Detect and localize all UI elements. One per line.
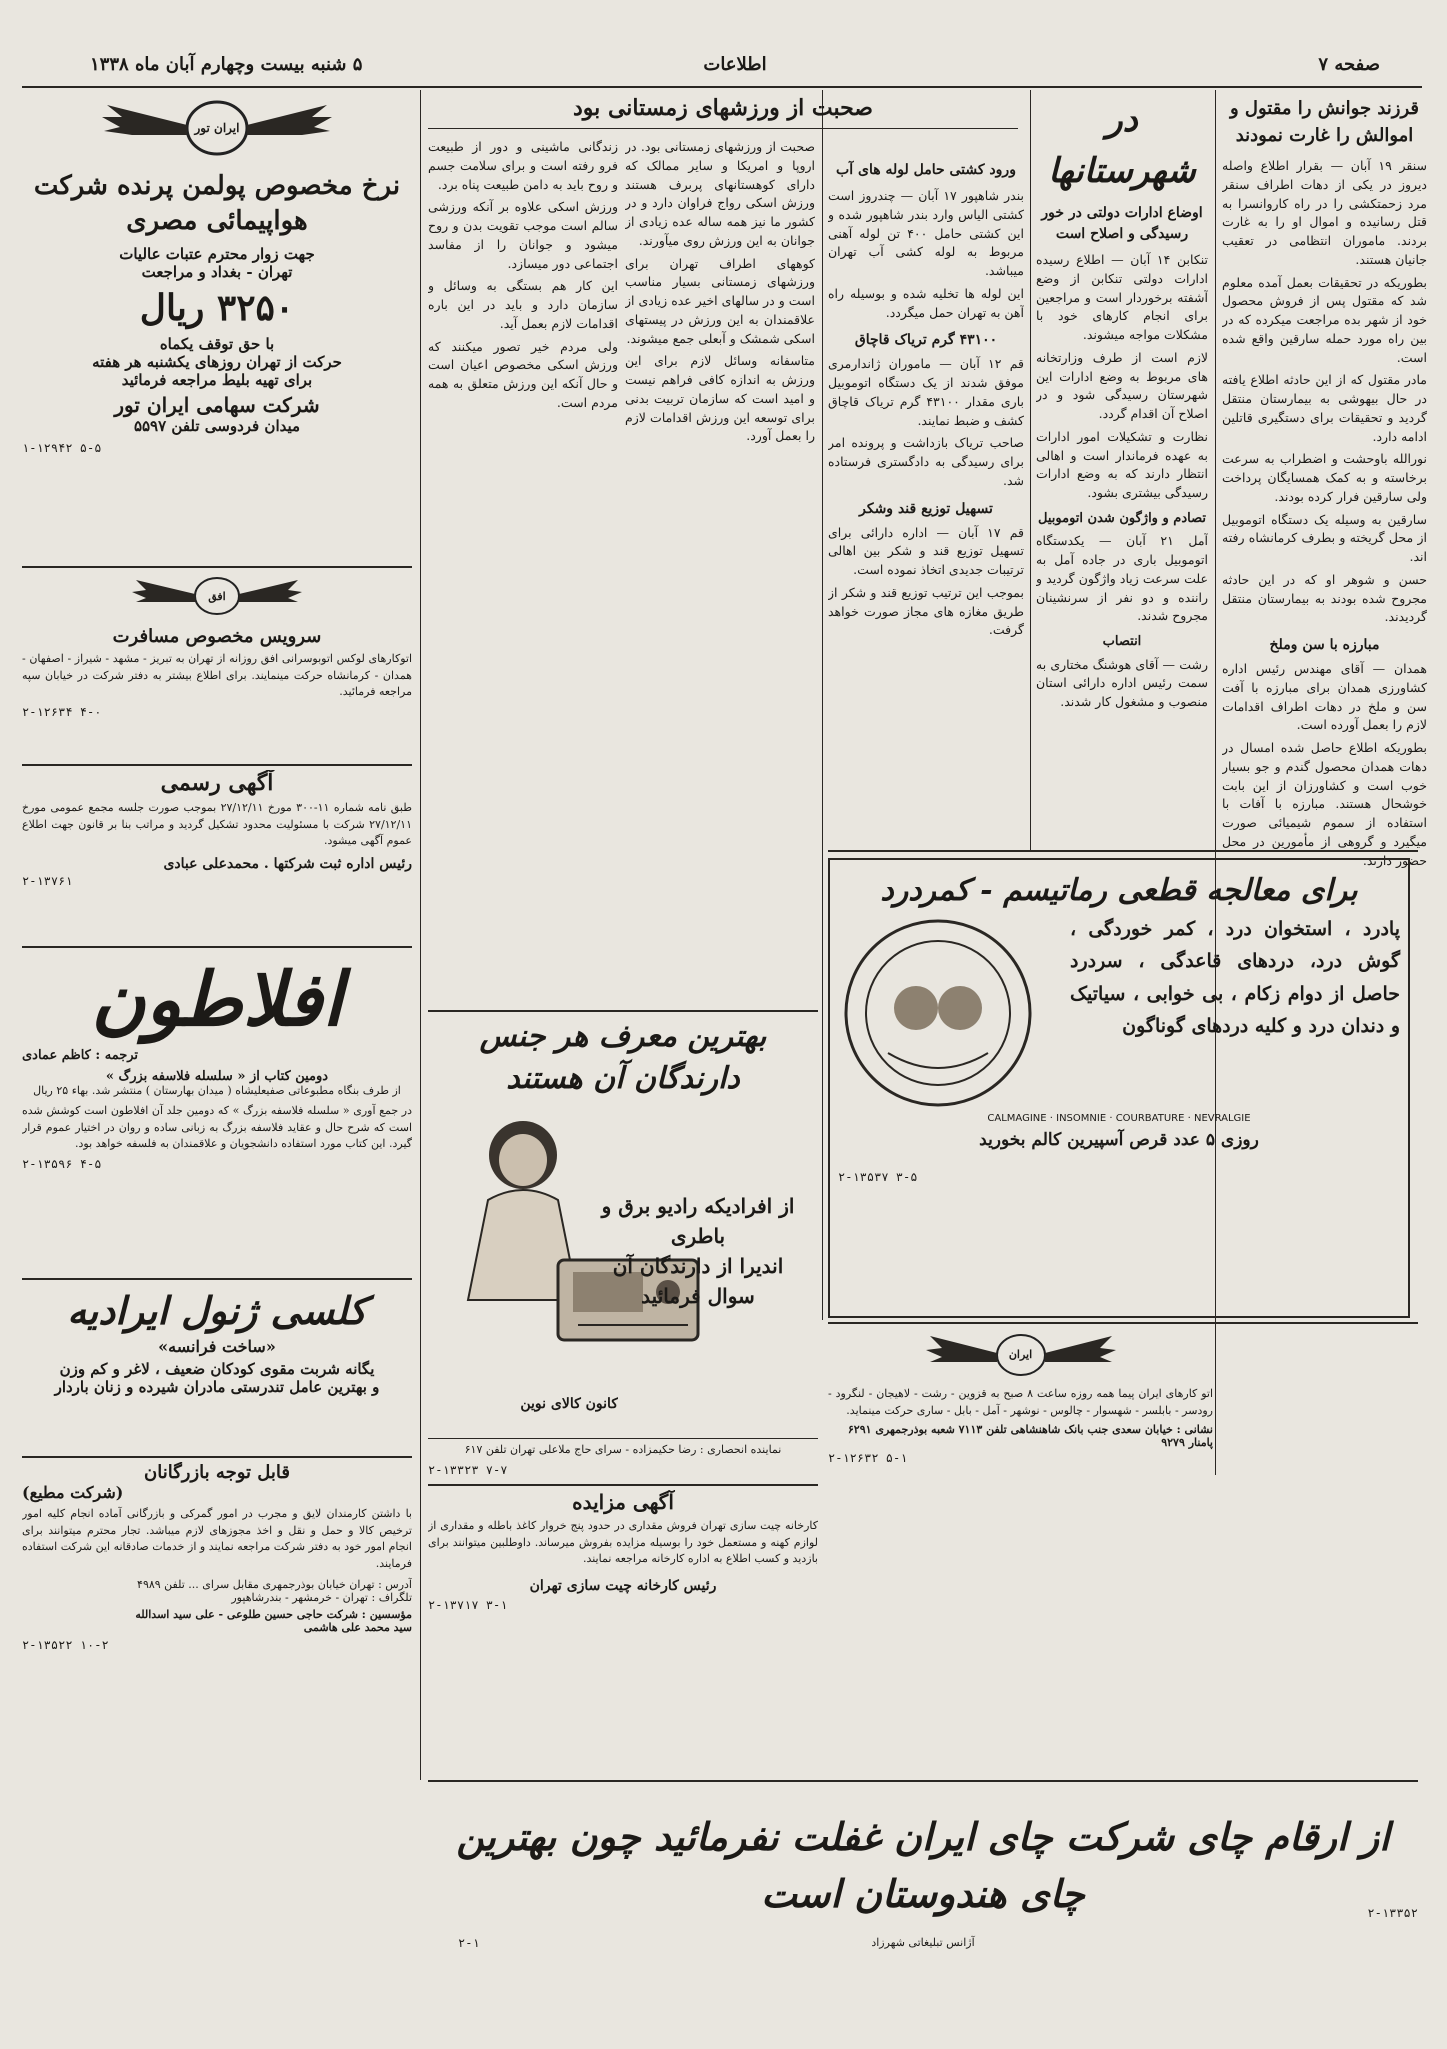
ad-text: اتوکارهای لوکس اتوبوسرانی افق روزانه از تهران به تبریز - مشهد - شیراز - اصفهان - همدان - کرمانشاه حرکت مینمایند. برای اطلاع بیشتر به دفتر شرکت در خیابان سپه مراجعه فرمائید. (22, 652, 412, 698)
ad-iran-peyma (828, 1328, 1213, 1528)
ad-line: دومین کتاب از « سلسله فلاسفه بزرگ » (105, 1069, 329, 1085)
ad-rule (828, 850, 1418, 852)
ad-code: ۲-۱۳۷۱۷ ۳-۱ (428, 1597, 508, 1612)
paragraph: بموجب این ترتیب توزیع قند و شکر از طریق مغازه های مجاز صورت خواهد گرفت. (828, 584, 1024, 638)
ad-rule (22, 1278, 412, 1280)
ad-line: و بهترین عامل تندرستی مادران شیرده و زنان باردار (54, 1378, 380, 1397)
paragraph: رشت — آقای هوشنگ مختاری به سمت رئیس اداره دارائی استان منصوب و مشغول کار شدند. (1036, 656, 1208, 709)
ad-line: حرکت از تهران روزهای یکشنبه هر هفته (92, 353, 342, 372)
paragraph: نظارت و تشکیلات امور ادارات به عهده فرماندار است و اهالی انتظار دارند که به وضع ادارات رسیدگی بیشتری بشود. (1036, 428, 1208, 500)
ad-text-block (588, 1191, 808, 1311)
subheading: انتصاب (1102, 634, 1142, 649)
ad-line: سوال فرمائید (641, 1284, 755, 1308)
ad-text: با داشتن کارمندان لایق و مجرب در امور گمرکی و بازرگانی آماده انجام کلیه امور ترخیص کالا و حمل و نقل و اخذ مجوزهای لازم میباشد. تجار محترم میتوانند برای انجام امور خود به دفتر شرکت مراجعه نمایند و از خدمات صادقانه این شرکت استفاده فرمایند. (22, 1507, 412, 1570)
ad-title: سرویس مخصوص مسافرت (112, 626, 322, 647)
ad-code: ۲-۱۳۵۲۲ ۱۰-۲ (22, 1638, 109, 1652)
ad-code: ۲-۱ (458, 1936, 480, 1950)
company-name: (شرکت مطیع) (22, 1483, 124, 1502)
paragraph: این کار هم بستگی به وسائل و سازمان دارد و باید در این باره اقدامات لازم بعمل آید. (428, 278, 618, 331)
paragraph: آمل ۲۱ آبان — یکدستگاه اتوموبیل باری در جاده آمل به علت سرعت زیاد واژگون گردید و راننده و دو نفر از سرنشینان مجروح شدند. (1036, 533, 1208, 624)
paragraph: ورزش اسکی علاوه بر آنکه ورزشی سالم است موجب تقویت بدن و روح میشود و جوانان را از مفاسد اجتماعی دور میسازد. (428, 199, 618, 271)
ad-rule (428, 1484, 818, 1486)
ad-title: کلسی ژنول ایرادیه (67, 1288, 367, 1333)
paper-name: اطلاعات (703, 54, 767, 75)
ad-rule (428, 1780, 1418, 1782)
signature: رئیس کارخانه چیت سازی تهران (529, 1577, 717, 1594)
ad-rule (428, 1438, 818, 1439)
ad-text: پادرد ، استخوان درد ، کمر خوردگی ، گوش درد، دردهای قاعدگی ، سردرد حاصل از دوام زکام ، بی خوابی ، سیاتیک و دندان درد و کلیه دردهای گوناگون (1070, 918, 1400, 1037)
ad-line: با حق توقف یکماه (159, 335, 275, 354)
subheading: ۴۳۱۰۰ گرم تریاک قاچاق (854, 332, 998, 349)
paragraph: زندگانی ماشینی و دور از طبیعت فرو رفته است و برای سلامت جسم و روح باید به دامن طبیعت پناه برد. (428, 139, 618, 192)
ad-text: اتو کارهای ایران پیما همه روزه ساعت ۸ صبح به قزوین - رشت - لاهیجان - لنگرود - رودسر - بابلسر - شهسوار - چالوس - نوشهر - آمل - بابل - ساری حرکت مینماید. (828, 1387, 1213, 1417)
ad-code: ۲-۱۳۳۲۳ ۷-۷ (428, 1463, 508, 1477)
ad-line: از طرف بنگاه مطبوعاتی صفیعلیشاه ( میدان بهارستان ) منتشر شد. بهاء ۲۵ ریال (33, 1084, 401, 1098)
logo-text: افق (208, 590, 226, 603)
section-title: در شهرستانها (1048, 100, 1196, 191)
paragraph: این لوله ها تخلیه شده و بوسیله راه آهن به تهران حمل میگردد. (828, 285, 1024, 320)
ad-rule (22, 1456, 412, 1458)
page-number: صفحه ۷ (1318, 54, 1380, 75)
subheading: تسهیل توزیع قند وشکر (859, 500, 993, 517)
ad-line: اندیرا از دارندگان آن (612, 1254, 784, 1278)
ad-book (22, 952, 412, 1277)
brand: کانون کالای نوین (520, 1396, 618, 1412)
agency: آژانس تبلیغاتی شهرزاد (871, 1936, 975, 1949)
paragraph: صاحب تریاک بازداشت و پرونده امر برای رسیدگی به دادگستری فرستاده شد. (828, 435, 1024, 488)
paragraph: بطوریکه در تحقیقات بعمل آمده معلوم شد که مقتول پس از فروش محصول خود از شهر بده مراجعت میکرده که در بین راه مورد حمله سارقین واقع شده است. (1222, 274, 1427, 365)
ad-sub: «ساخت فرانسه» (158, 1337, 276, 1357)
telegraph: تلگراف : تهران - خرمشهر - بندرشاهپور (231, 1591, 412, 1604)
ad-code: ۱-۱۲۹۴۲ ۵-۵ (22, 441, 102, 456)
ad-text: در جمع آوری « سلسله فلاسفه بزرگ » که دومین جلد آن افلاطون است کوشش شده است که شرح حال و عقاید فلاسفه بزرگ به زبانی ساده و روان در اختیار عموم قرار گیرد. این کتاب مورد استفاده دانشجویان و علاقمندان به فلسفه خواهد بود. (22, 1104, 412, 1151)
subheading: اوضاع ادارات دولتی در خور رسیدگی و اصلاح است (1041, 205, 1203, 242)
ad-rheumatism (828, 858, 1410, 1318)
founders: سید محمد علی هاشمی (303, 1621, 412, 1634)
ad-title: برای معالجه قطعی رماتیسم - کمردرد (880, 873, 1358, 908)
price: ۳۲۵۰ ریال (139, 287, 295, 330)
paragraph: تنکابن ۱۴ آبان — اطلاع رسیده ادارات دولتی تنکابن از وضع آشفته برخوردار است و مراجعین برای انجام کارهای خود با مشکلات مواجه میشوند. (1036, 252, 1208, 342)
paragraph: حسن و شوهر او که در این حادثه مجروح شده بودند به بیمارستان منتقل گردیدند. (1222, 571, 1427, 625)
ad-line: یگانه شربت مقوی کودکان ضعیف ، لاغر و کم وزن (59, 1360, 375, 1379)
column-rule (822, 90, 823, 1320)
paragraph: لازم است از طرف وزارتخانه های مربوط به وضع ادارات این شهرستان رسیدگی شود و در اصلاح آن اقدام گردد. (1036, 349, 1208, 421)
ad-line: برای تهیه بلیط مراجعه فرمائید (121, 371, 313, 390)
sports-column-left (428, 138, 618, 998)
address: نشانی : خیابان سعدی جنب بانک شاهنشاهی تلفن ۷۱۱۳ شعبه بوذرجمهری ۶۲۹۱ پامنار ۹۲۷۹ (847, 1423, 1213, 1449)
headline: قرزند جوانش را مقتول و اموالش را غارت نمودند (1229, 98, 1420, 146)
paragraph: ولی مردم خیر تصور میکنند که ورزش اسکی مخصوص اعیان است و حال آنکه این ورزش متعلق به همه مردم است. (428, 338, 618, 410)
ad-auction (428, 1490, 818, 1772)
signature: رئیس اداره ثبت شرکتها . محمدعلی عبادی (163, 855, 412, 872)
ad-title: بهترین معرف هر جنس دارندگان آن هستند (479, 1019, 767, 1096)
paragraph: نورالله باوحشت و اضطراب به سرعت برخاسته و به کمک همسایگان پرداخت ولی سارقین فرار کرده بودند. (1222, 451, 1427, 504)
subheading: مبارزه با سن وملخ (1269, 637, 1380, 653)
ad-rule (22, 566, 412, 568)
ad-rule (22, 764, 412, 766)
ad-text: کارخانه چیت سازی تهران فروش مقداری در حدود پنج خروار کاغذ باطله و مقداری از لوازم کهنه و مستعمل خود را بوسیله مزایده بفروش میرساند. داوطلبین میتوانند برای بازدید و کسب اطلاع به اداره کارخانه مراجعه نمایند. (428, 1519, 818, 1565)
book-title: افلاطون (91, 957, 343, 1043)
agent-line: نماینده انحصاری : رضا حکیمزاده - سرای حاج ملاعلی تهران تلفن ۶۱۷ (464, 1443, 782, 1456)
ad-code: ۲-۱۳۳۵۲ (1367, 1906, 1418, 1920)
ad-code: ۲-۱۳۵۳۷ ۳-۵ (838, 1170, 918, 1184)
paragraph: قم ۱۷ آبان — اداره دارائی برای تسهیل توزیع قند و شکر بین اهالی ترتیبات جدیدی اتخاذ نموده است. (828, 524, 1024, 577)
ad-line: میدان فردوسی تلفن ۵۵۹۷ (133, 417, 301, 436)
issue-date: ۵ شنبه بیست وچهارم آبان ماه ۱۳۳۸ (90, 54, 363, 75)
ad-title: آگهی رسمی (160, 770, 274, 796)
paragraph: سارقین به وسیله یک دستگاه اتوموبیل از محل گریخته و بطرف کرمانشاه رفته اند. (1222, 511, 1427, 564)
column-rule (420, 90, 421, 1780)
ad-line: از افرادیکه رادیو برق و باطری (601, 1194, 795, 1248)
medal-seal-icon (838, 913, 1038, 1113)
sports-column-right (625, 138, 815, 998)
paragraph: سنقر ۱۹ آبان — بقرار اطلاع واصله ديروز در يكی از دهات اطراف سنقر مرد زحمتکشی را در راه كاروانسرا به قتل رسانیده و اموال او را به غارت بردند. ماموران انتظامی در تعقیب جانیان هستند. (1222, 158, 1427, 267)
paragraph: بطوریکه اطلاع حاصل شده امسال در دهات همدان محصول گندم و جو بسیار خوب است و کشاورزان از این بابت خوشحال هستند. مبارزه با آفات با استفاده از سموم شیمیائی صورت میگیرد و گروهی از مأمورین در محل حضور دارند. (1222, 740, 1427, 868)
ad-code: ۲-۱۲۶۳۴ ۴-۰ (22, 704, 102, 719)
paragraph: بندر شاهپور ۱۷ آبان — چندروز است کشتی الیاس وارد بندر شاهپور شده و این کشتی حامل ۴۰۰ تن لوله آهنی مربوط به لوله کشی آب تهران میباشد. (828, 188, 1024, 278)
translator: ترجمه : کاظم عمادی (22, 1048, 139, 1064)
page-header (90, 50, 1380, 84)
ad-line: جهت زوار محترم عتبات عالیات (119, 245, 315, 264)
dosage: روزی ۵ عدد قرص آسپیرین کالم بخورید (979, 1130, 1259, 1150)
ad-title: قابل توجه بازرگانان (144, 1462, 290, 1483)
ad-calcium (22, 1284, 412, 1454)
ad-text: طبق نامه شماره ۱۱-۳۰۰ مورخ ۲۷/۱۲/۱۱ بموجب صورت جلسه مجمع عمومی مورخ ۲۷/۱۲/۱۱ شرکت با مسئولیت محدود تشکیل گردید و مراتب بنا بر قانون جهت اطلاع عموم آگهی میشود. (22, 801, 412, 847)
paragraph: همدان — آقای مهندس رئیس اداره کشاورزی همدان برای مبارزه با آفت سن و ملخ در دهات اطراف اقدامات لازم را بعمل آورده است. (1222, 661, 1427, 733)
ad-title: نرخ مخصوص پولمن پرنده شرکت هواپیمائی مصری (33, 171, 401, 237)
subheading: تصادم و واژگون شدن اتوموبیل (1038, 510, 1206, 526)
address: آدرس : تهران خیابان بوذرجمهری مقابل سرای ... تلفن ۴۹۸۹ (137, 1578, 412, 1591)
ad-merchants (22, 1462, 412, 2002)
company-name: شرکت سهامی ایران تور (114, 393, 320, 418)
sports-article-header (428, 95, 1018, 129)
paragraph: متاسفانه وسائل لازم برای این ورزش به اندازه کافی فراهم نیست و امید است که سازمان تربیت بدنی برای توسعه این ورزش اقدامات لازم را بعمل آورد. (625, 353, 815, 444)
ad-rule (828, 1322, 1418, 1324)
header-rule (22, 86, 1422, 88)
ad-rule (22, 946, 412, 948)
paragraph: کوههای اطراف تهران برای ورزشهای زمستانی بسیار مناسب است و در سالهای اخیر عده زیادی از علاقمندان به این ورزش در پیستهای اسکی شمشک و آبعلی جمع میشوند. (625, 255, 815, 346)
founders: مؤسسین : شرکت حاجی حسین طلوعی - علی سید اسدالله (135, 1608, 412, 1621)
ad-title: از ارقام چای شرکت چای ایران غفلت نفرمائید چون بهترین چای هندوستان است (456, 1814, 1390, 1916)
paragraph: قم ۱۲ آبان — ماموران ژاندارمری موفق شدند از یک دستگاه اتوموبیل باری مقدار ۴۳۱۰۰ گرم تریاک قاچاق کشف و ضبط نمایند. (828, 356, 1024, 428)
ad-bus (22, 572, 412, 762)
paragraph: مادر مقتول که از این حادثه اطلاع یافته در حال بیهوشی به بیمارستان منتقل گردید و تحقیقات برای دستگیری قاتلین ادامه دارد. (1222, 372, 1427, 444)
logo-text: ایران (1008, 1348, 1033, 1361)
paragraph: صحبت از ورزشهای زمستانی بود. در اروپا و امریکا و سایر ممالک که دارای کوهستانهای پربرف هستند ورزش اسکی رواج فراوان دارد و در کشور ما نیز همه ساله عده زیادی از جوانان به این ورزش روی میآورند. (625, 139, 815, 248)
ad-line: تهران - بغداد و مراجعت (141, 263, 293, 282)
logo-text: ایران تور (194, 121, 240, 135)
ad-radio (428, 1016, 818, 1436)
ad-code: ۲-۱۳۵۹۶ ۴-۵ (22, 1156, 102, 1171)
seal-text: CALMAGINE · INSOMNIE · COURBATURE · NEVRALGIE (987, 1113, 1251, 1124)
ad-official-notice (22, 770, 412, 945)
ad-tea (428, 1786, 1418, 1996)
ad-code: ۲-۱۲۶۳۲ ۵-۱ (828, 1451, 908, 1465)
column-rule (1030, 90, 1031, 850)
provinces-column (1036, 95, 1208, 845)
news-column (828, 160, 1024, 850)
ad-title: آگهی مزایده (572, 1490, 674, 1514)
headline: صحبت از ورزشهای زمستانی بود (573, 95, 873, 121)
subheading: ورود کشتی حامل لوله های آب (836, 162, 1016, 178)
ad-airline (22, 95, 412, 565)
ad-rule (428, 1010, 818, 1012)
ad-code: ۲-۱۳۷۶۱ (22, 873, 73, 888)
